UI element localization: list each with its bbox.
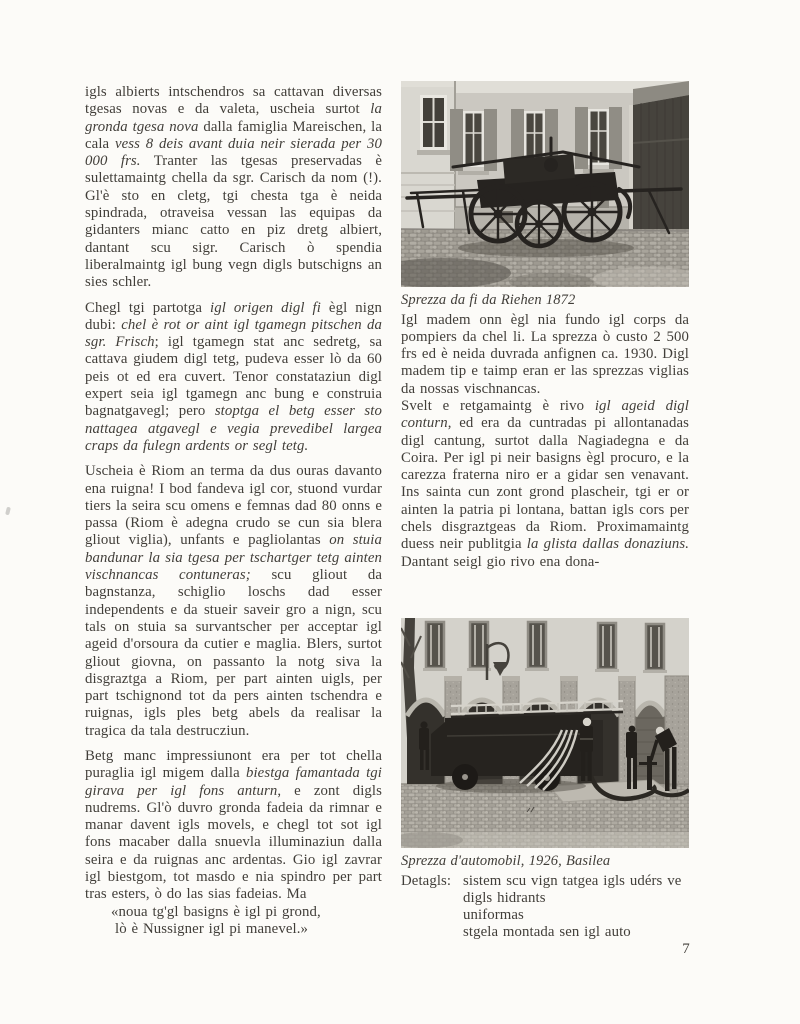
left-text-column: [85, 84, 382, 938]
right-column-bottom: [401, 618, 693, 942]
details-label: Detagls:: [401, 872, 452, 889]
details-item: stgela montada sen igl auto: [463, 924, 631, 941]
details-items: [463, 873, 693, 942]
photo1-note: Igl madem onn ègl nia fundo igl corps da pompiers da chel li. La sprezza ò custo 2 500 frs ed è neida duvrada anfignen ca. 1930. Digl madem tip e taimp eran er las sprezzas viglias da nossas vischnancas.: [401, 311, 689, 397]
photo2-details: [401, 873, 693, 942]
quote-line: «noua tg'gl basigns è igl pi grond,: [111, 903, 321, 920]
photo2-caption: Sprezza d'automobil, 1926, Basilea: [401, 853, 611, 869]
photo-fire-pump-1872: [401, 81, 689, 287]
details-item: sistem scu vign tatgea igls udérs ve digls hidrants: [463, 872, 682, 906]
body-paragraph: Chegl tgi partotga igl origen digl fi ègl nign dubi: chel è rot or aint igl tgamegn pitschen da sgr. Frisch; igl tgamegn stat anc sedretg, sa cattava giudem digl tetg, pudeva esser lò da 60 peis ot ed era cuvert. Tenor constataziun digl expert seia igl tgamegn anc bung e construia bagnatgavegl; pero stoptga el betg esser sto nattagea atgavegl e vegia prevedibel largea craps da fulegn ardents or segl tetg.: [85, 299, 383, 454]
body-paragraph: Uscheia è Riom an terma da dus ouras davanto ena ruigna! I bod fandeva igl cor, stuond vurdar tiers la seira scu omens e femnas dad 80 onns e passa (Riom è adegna crudo se cun sia blera gliout viglia), unfants e pagliolantas on stuia bandunar la sia tgesa per tschartger tetg ainten vischnancas contuneras; scu gliout da bagnstanza, schiglio loschs dad esser independents e da stueir saveir gro a nign, scu tals on stuia sa survantscher per acceptar igl ageid d'orsoura da cutier e maglia. Blers, surtot gliout giovna, on passanto la notg siva la disgraztga a Riom, per part ainten uigls, per part tschignond tot da pers ainten tschendra e ruignas, igls ples betg abels da realisar la tragica da tala destrucziun.: [85, 463, 382, 739]
details-item: uniformas: [463, 907, 524, 924]
page-number: 7: [682, 941, 690, 957]
fire-pump-1872-illustration: [401, 81, 689, 287]
body-paragraph: igls albierts intschendros sa cattavan diversas tgesas novas e da valeta, uscheia surtot la gronda tgesa nova dalla famiglia Mareischen, la cala vess 8 deis avant duia neir sierada per 30 000 frs. Tranter las tgesas preservadas è sulettamaintg chella da sgr. Carisch da nom (!). Gl'è sto en cletg, tgi chesta tga è neida spindrada, otraveisa vessan las equipas da gidanters mianc catto en piz dretg albiert, dantant scu sigr. Carisch ò spendia liberalmaintg igl bung vegn digls butschigns an sies schler.: [85, 84, 383, 291]
right-column-top: [401, 81, 689, 579]
photo-fire-truck-1926: [401, 618, 689, 848]
fire-truck-1926-illustration: [401, 618, 689, 848]
body-paragraph: Svelt e retgamaintg è rivo igl ageid digl conturn, ed era da cuntradas pi allontanadas digl cantung, surtot dalla Nagiadegna e da Coira. Per igl pi neir basigns ègl procuro, e la carezza fraterna niro er a gidar sen venavant. Ins sainta cun zont grond plascheir, tgi er or ainten la patria pi lontana, battan igls cors per chels disgraztgeas da Riom. Proximamaintg duess neir publitgia la glista dallas donaziuns. Dantant seigl gio rivo ena dona-: [401, 397, 689, 570]
scan-artifact: [5, 507, 11, 516]
photo1-caption: Sprezza da fi da Riehen 1872: [401, 292, 576, 308]
body-paragraph: Betg manc impressiunont era per tot chella puraglia igl migem dalla biestga famantada tgi girava per igl fons anturn, e zont digls nudrems. Gl'ò duvro gronda fadeia da rimnar e manar davent igls movels, e chegl tot sot igl fons macaber dalla snuevla illuminaziun dalla seira e da ruignas anc ardentas. Gio igl zavrar igl biestgom, tot masdo e nia spindro per part tras esters, ò do las sias fadeias. Ma: [85, 747, 382, 903]
quote-line: lò è Nussigner igl pi manevel.»: [115, 920, 309, 937]
